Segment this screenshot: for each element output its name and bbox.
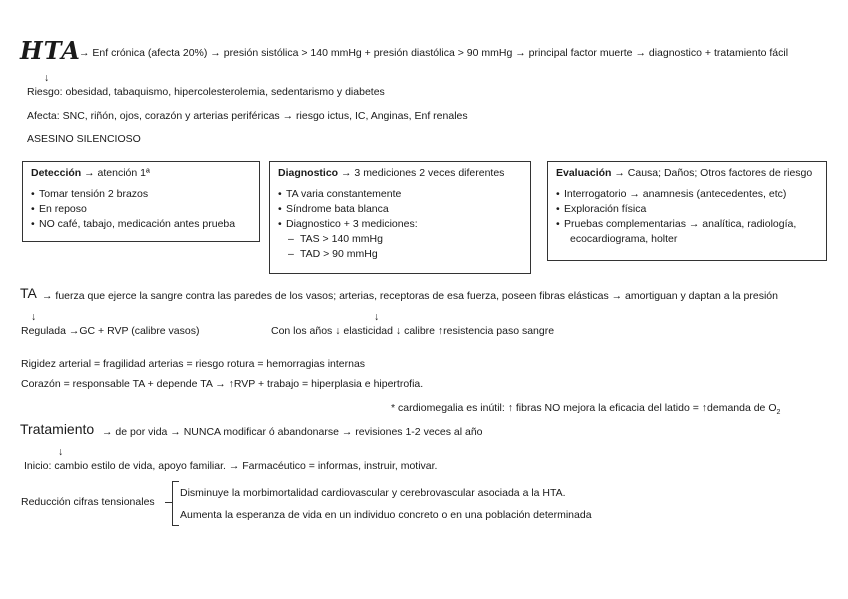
diagnostico-list <box>278 187 418 262</box>
diagnostico-title: Diagnostico <box>278 167 339 179</box>
down-arrow-icon: ↓ <box>31 311 37 323</box>
evaluacion-heading <box>556 167 812 179</box>
diagnostico-heading <box>278 167 504 179</box>
diagnostico-box <box>269 161 531 274</box>
objetivo-2: Aumenta la esperanza de vida en un individuo concreto o en una población determinada <box>180 509 592 521</box>
brace-icon <box>172 481 179 526</box>
list-subitem: – TAD > 90 mmHg <box>278 247 418 262</box>
cardiomegalia-note <box>391 402 780 419</box>
tratamiento-definition: → de por vida → NUNCA modificar ó abandonarse → revisiones 1-2 veces al año <box>102 426 483 438</box>
tratamiento-heading: Tratamiento <box>20 421 95 437</box>
evaluacion-box <box>547 161 827 261</box>
evaluacion-subtitle: → Causa; Daños; Otros factores de riesgo <box>614 167 813 179</box>
riesgo-line: Riesgo: obesidad, tabaquismo, hipercolesterolemia, sedentarismo y diabetes <box>27 86 385 98</box>
list-item: • NO café, tabajo, medicación antes prueba <box>31 217 235 232</box>
list-item: • Diagnostico + 3 mediciones: <box>278 217 418 232</box>
reduccion-label: Reducción cifras tensionales <box>21 496 155 508</box>
list-subitem: – TAS > 140 mmHg <box>278 232 418 247</box>
down-arrow-icon: ↓ <box>374 311 380 323</box>
inicio-line: Inicio: cambio estilo de vida, apoyo familiar. → Farmacéutico = informas, instruir, motivar. <box>24 460 438 472</box>
list-item: • Pruebas complementarias → analítica, radiología, <box>556 217 796 232</box>
ta-definition: → fuerza que ejerce la sangre contra las paredes de los vasos; arterias, receptoras de esa fuerza, poseen fibras elásticas → amortiguan y daptan a la presión <box>42 290 778 302</box>
afecta-line: Afecta: SNC, riñón, ojos, corazón y arterias periféricas → riesgo ictus, IC, Anginas, Enf renales <box>27 110 468 122</box>
deteccion-box <box>22 161 260 242</box>
list-item: • Exploración física <box>556 202 796 217</box>
list-item: • Interrogatorio → anamnesis (antecedentes, etc) <box>556 187 796 202</box>
ta-heading: TA <box>20 285 37 301</box>
rigidez-line: Rigidez arterial = fragilidad arterias = riesgo rotura = hemorragias internas <box>21 358 366 370</box>
evaluacion-title: Evaluación <box>556 167 612 179</box>
down-arrow-icon: ↓ <box>58 446 64 458</box>
list-item-continuation: ecocardiograma, holter <box>570 233 678 245</box>
list-item: • Tomar tensión 2 brazos <box>31 187 235 202</box>
o2-subscript: 2 <box>776 409 781 417</box>
deteccion-subtitle: → atención 1ª <box>84 167 150 179</box>
deteccion-heading <box>31 167 150 179</box>
page-title: HTA <box>20 36 81 65</box>
deteccion-list <box>31 187 235 232</box>
evaluacion-list <box>556 187 796 247</box>
hta-definition: → Enf crónica (afecta 20%) → presión sistólica > 140 mmHg + presión diastólica > 90 mmHg → principal factor muerte → diagnostico + tratamiento fácil <box>79 47 789 59</box>
corazon-line: Corazón = responsable TA + depende TA → ↑RVP + trabajo = hiperplasia e hipertrofia. <box>21 378 424 390</box>
edad-line: Con los años ↓ elasticidad ↓ calibre ↑resistencia paso sangre <box>271 325 555 337</box>
deteccion-title: Detección <box>31 167 82 179</box>
asesino-silencioso: ASESINO SILENCIOSO <box>27 133 141 145</box>
list-item: • En reposo <box>31 202 235 217</box>
list-item: • Síndrome bata blanca <box>278 202 418 217</box>
brace-stem <box>165 502 172 503</box>
down-arrow-icon: ↓ <box>44 72 50 84</box>
diagnostico-subtitle: → 3 mediciones 2 veces diferentes <box>341 167 505 179</box>
objetivo-1: Disminuye la morbimortalidad cardiovascular y cerebrovascular asociada a la HTA. <box>180 487 566 499</box>
cardiomegalia-text: * cardiomegalia es inútil: ↑ fibras NO mejora la eficacia del latido = ↑demanda de O <box>391 402 777 414</box>
list-item: • TA varia constantemente <box>278 187 418 202</box>
regulada-line: Regulada →GC + RVP (calibre vasos) <box>21 325 200 337</box>
